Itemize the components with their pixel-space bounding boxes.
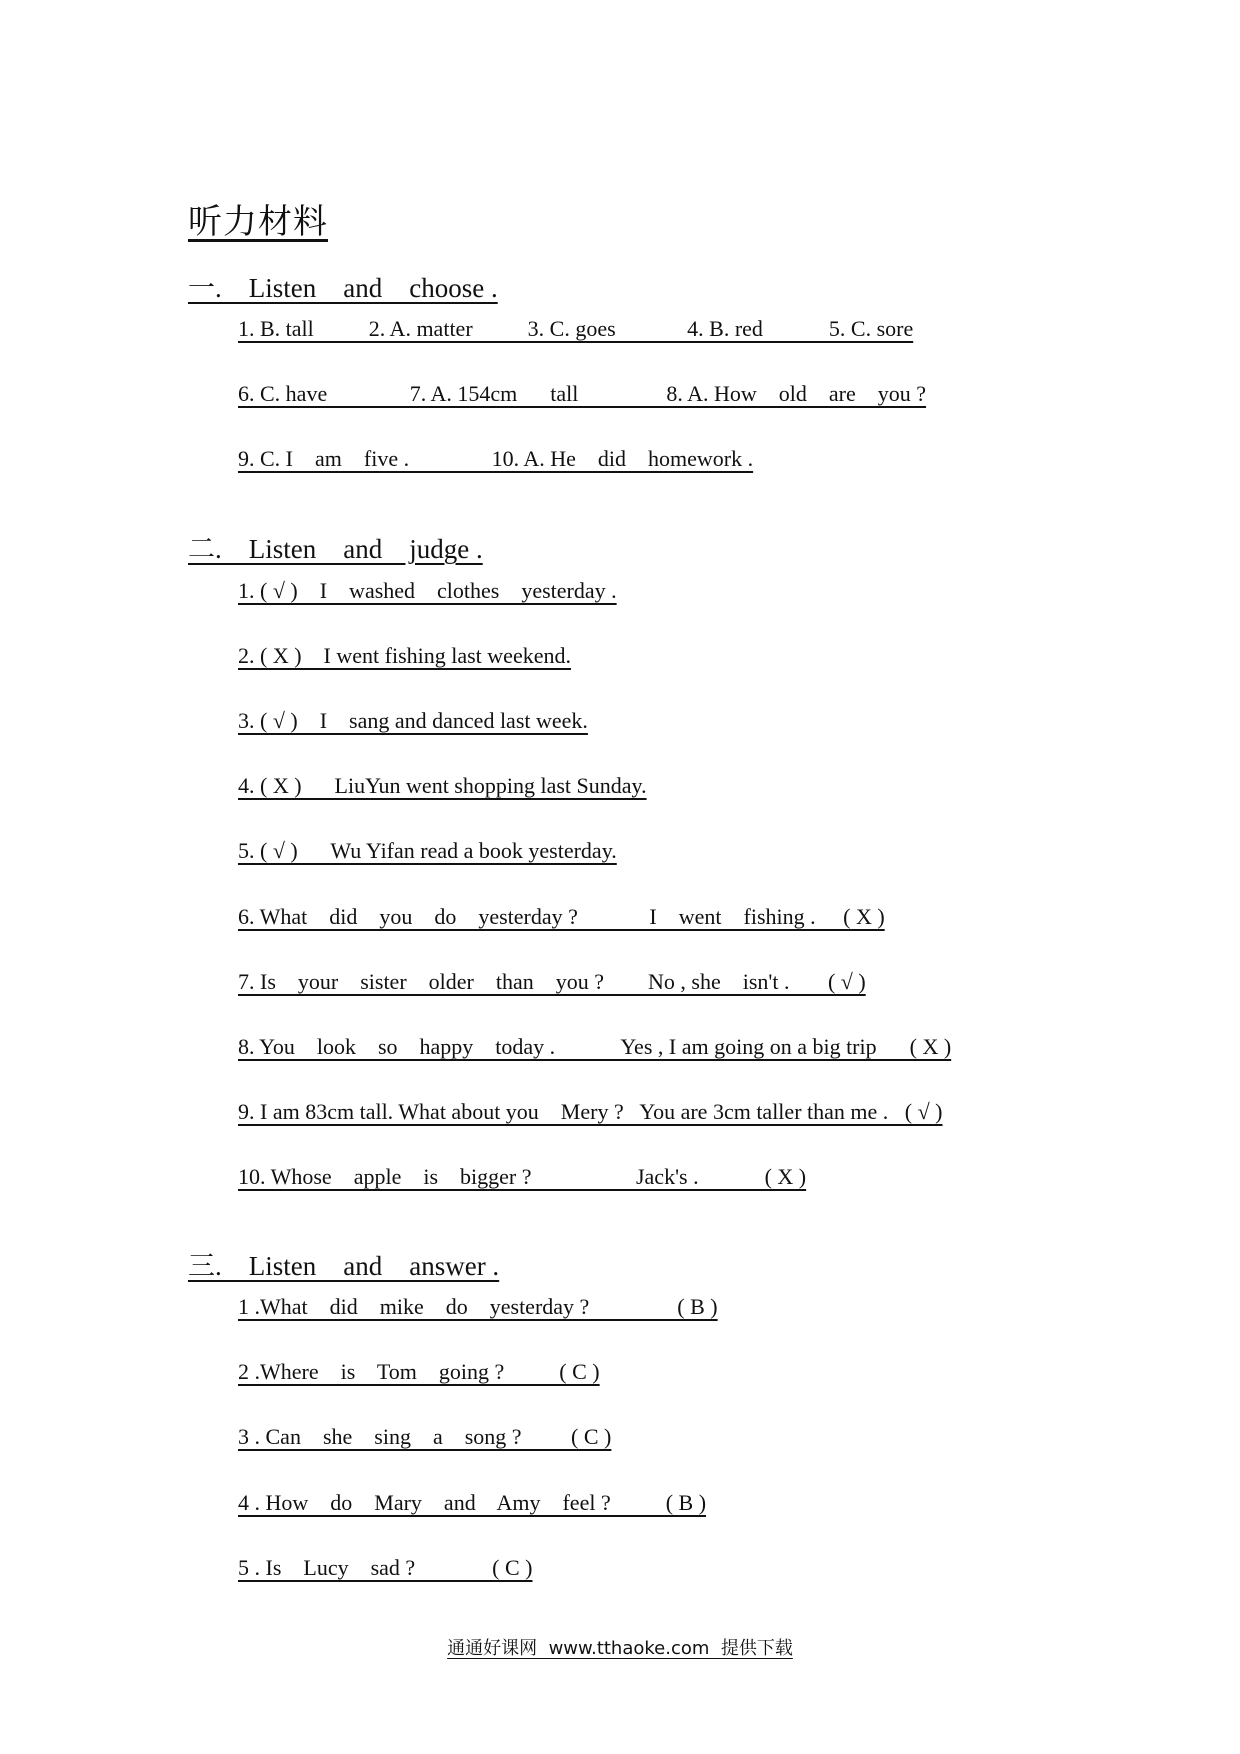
section-2-item-10: 10. Whose apple is bigger ? Jack's . ( X )	[238, 1164, 807, 1189]
footer-source-line: 通通好课网 www.tthaoke.com 提供下载	[447, 1638, 793, 1659]
section-3-item-3: 3 . Can she sing a song ? ( C )	[238, 1424, 612, 1449]
section-2-item-4: 4. ( X ) LiuYun went shopping last Sunday.	[238, 773, 647, 798]
section-3-item-4: 4 . How do Mary and Amy feel ? ( B )	[238, 1490, 707, 1515]
section-3-item-1: 1 .What did mike do yesterday ? ( B )	[238, 1294, 718, 1319]
section-3-heading: 三. Listen and answer .	[188, 1251, 500, 1281]
section-2-item-8: 8. You look so happy today . Yes , I am going on a big trip ( X )	[238, 1034, 952, 1059]
section-2-item-1: 1. ( √ ) I washed clothes yesterday .	[238, 578, 617, 603]
section-2-item-5: 5. ( √ ) Wu Yifan read a book yesterday.	[238, 838, 617, 863]
section-2-item-7: 7. Is your sister older than you ? No , she isn't . ( √ )	[238, 969, 866, 994]
section-2-item-2: 2. ( X ) I went fishing last weekend.	[238, 643, 571, 668]
section-1-item-2: 6. C. have 7. A. 154cm tall 8. A. How old are you ?	[238, 381, 927, 406]
section-2-heading: 二. Listen and judge .	[188, 534, 483, 564]
section-2-item-3: 3. ( √ ) I sang and danced last week.	[238, 708, 588, 733]
page-title: 听力材料	[188, 202, 328, 242]
section-2-item-9: 9. I am 83cm tall. What about you Mery ? You are 3cm taller than me . ( √ )	[238, 1099, 943, 1124]
section-1-item-1: 1. B. tall 2. A. matter 3. C. goes 4. B. red 5. C. sore	[238, 316, 914, 341]
section-2-item-6: 6. What did you do yesterday ? I went fishing . ( X )	[238, 904, 885, 929]
section-1-heading: 一. Listen and choose .	[188, 273, 498, 303]
section-1-item-3: 9. C. I am five . 10. A. He did homework .	[238, 446, 754, 471]
section-3-item-5: 5 . Is Lucy sad ? ( C )	[238, 1555, 533, 1580]
section-3-item-2: 2 .Where is Tom going ? ( C )	[238, 1359, 600, 1384]
